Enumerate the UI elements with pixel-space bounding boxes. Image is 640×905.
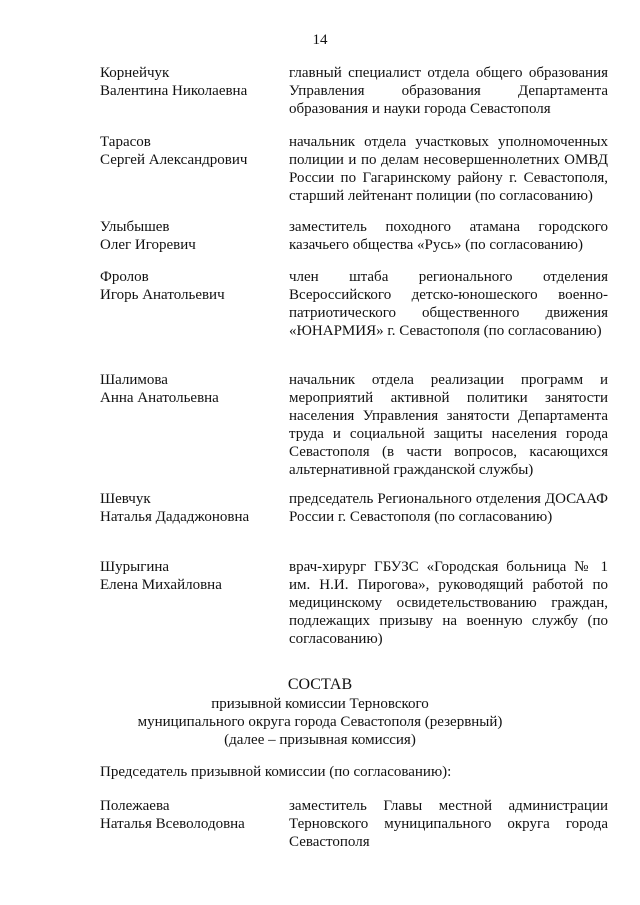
member-name [100, 490, 280, 526]
member-surname: Улыбышев [100, 219, 170, 235]
chair-name [100, 797, 280, 833]
chair-label: Председатель призывной комиссии (по согласованию): [100, 764, 452, 780]
member-role: член штаба регионального отделения Всероссийского детско-юношеского военно-патриотического общественного движения «ЮНАРМИЯ» г. Севастополя (по согласованию) [289, 269, 608, 339]
heading-line: муниципального округа города Севастополя (резервный) [137, 714, 503, 730]
chair-given-names: Наталья Всеволодовна [100, 816, 245, 832]
member-surname: Фролов [100, 269, 149, 285]
member-given-names: Игорь Анатольевич [100, 287, 225, 303]
member-surname: Шалимова [100, 372, 168, 388]
member-name [100, 268, 280, 304]
member-role: главный специалист отдела общего образования Управления образования Департамента образования и науки города Севастополя [289, 65, 608, 117]
member-name [100, 133, 280, 169]
commission-heading [0, 676, 640, 749]
member-name [100, 558, 280, 594]
member-role: председатель Регионального отделения ДОСААФ России г. Севастополя (по согласованию) [289, 491, 608, 525]
heading-line: (далее – призывная комиссия) [224, 732, 416, 748]
member-surname: Шурыгина [100, 559, 170, 575]
chair-role: заместитель Главы местной администрации Терновского муниципального округа города Севастополя [289, 798, 608, 850]
chair-surname: Полежаева [100, 798, 170, 814]
heading-line: призывной комиссии Терновского [211, 696, 429, 712]
member-name [100, 371, 280, 407]
member-given-names: Наталья Дададжоновна [100, 509, 250, 525]
page-number: 14 [312, 32, 328, 48]
member-surname: Корнейчук [100, 65, 170, 81]
member-name [100, 64, 280, 100]
member-given-names: Валентина Николаевна [100, 83, 248, 99]
member-given-names: Анна Анатольевна [100, 390, 219, 406]
heading-title: СОСТАВ [287, 676, 353, 693]
member-given-names: Сергей Александрович [100, 152, 248, 168]
member-role: начальник отдела реализации программ и мероприятий активной политики занятости населения Управления занятости Департамента труда и социальной защиты населения города Севастополя (в части вопросов, касающихся альтернативной гражданской службы) [289, 372, 608, 478]
member-given-names: Елена Михайловна [100, 577, 222, 593]
member-surname: Шевчук [100, 491, 151, 507]
member-surname: Тарасов [100, 134, 151, 150]
member-given-names: Олег Игоревич [100, 237, 196, 253]
member-role: заместитель походного атамана городского казачьего общества «Русь» (по согласованию) [289, 219, 608, 253]
member-role: начальник отдела участковых уполномоченных полиции и по делам несовершеннолетних ОМВД России по Гагаринскому району г. Севастополя, старший лейтенант полиции (по согласованию) [289, 134, 608, 204]
member-role: врач-хирург ГБУЗС «Городская больница № 1 им. Н.И. Пирогова», руководящий работой по медицинскому освидетельствованию граждан, подлежащих призыву на военную службу (по согласованию) [289, 559, 608, 647]
member-name [100, 218, 280, 254]
